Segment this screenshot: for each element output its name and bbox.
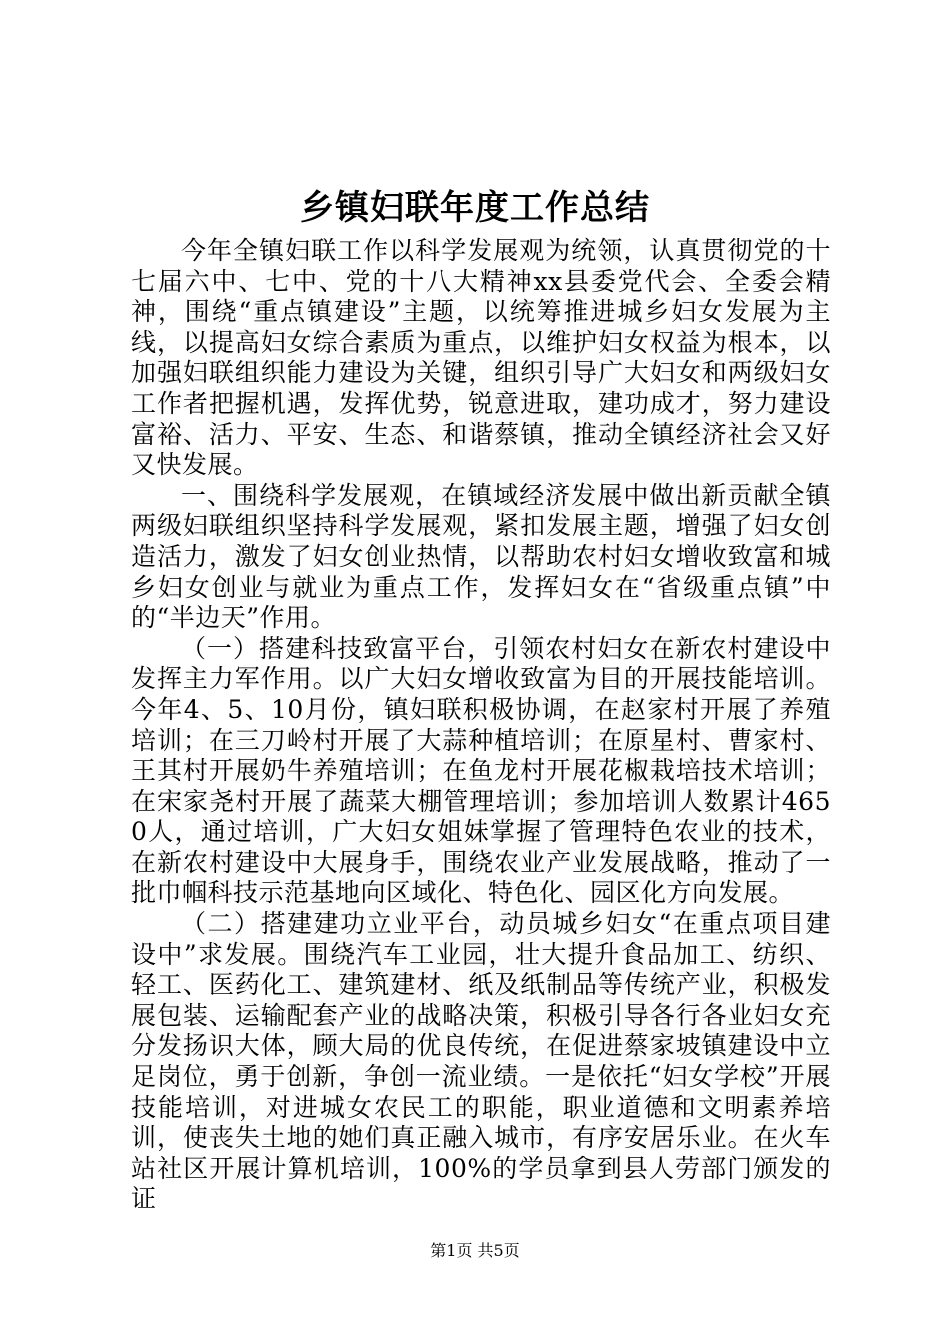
document-title: 乡镇妇联年度工作总结 bbox=[300, 188, 650, 228]
page-footer: 第1页 共5页 bbox=[430, 1241, 520, 1260]
paragraph-subsection-2: （二）搭建建功立业平台，动员城乡妇女“在重点项目建设中”求发展。围绕汽车工业园，壮大提升食品加工、纺织、轻工、医药化工、建筑建材、纸及纸制品等传统产业，积极发展包装、运输配套产业的战略决策，积极引导各行各业妇女充分发扬识大体，顾大局的优良传统，在促进蔡家坡镇建设中立足岗位，勇于创新，争创一流业绩。一是依托“妇女学校”开展技能培训，对进城女农民工的职能，职业道德和文明素养培训，使丧失土地的她们真正融入城市，有序安居乐业。在火车站社区开展计算机培训，100%的学员拿到县人劳部门颁发的证 bbox=[131, 909, 831, 1214]
paragraph-subsection-1: （一）搭建科技致富平台，引领农村妇女在新农村建设中发挥主力军作用。以广大妇女增收致富为目的开展技能培训。今年4、5、10月份，镇妇联积极协调，在赵家村开展了养殖培训；在三刀岭村开展了大蒜种植培训；在原星村、曹家村、王其村开展奶牛养殖培训；在鱼龙村开展花椒栽培技术培训；在宋家尧村开展了蔬菜大棚管理培训；参加培训人数累计4650人，通过培训，广大妇女姐妹掌握了管理特色农业的技术，在新农村建设中大展身手，围绕农业产业发展战略，推动了一批巾帼科技示范基地向区域化、特色化、园区化方向发展。 bbox=[131, 633, 831, 908]
paragraph-intro: 今年全镇妇联工作以科学发展观为统领，认真贯彻党的十七届六中、七中、党的十八大精神xx县委党代会、全委会精神，围绕“重点镇建设”主题，以统筹推进城乡妇女发展为主线，以提高妇女综合素质为重点，以维护妇女权益为根本，以加强妇联组织能力建设为关键，组织引导广大妇女和两级妇女工作者把握机遇，发挥优势，锐意进取，建功成才，努力建设富裕、活力、平安、生态、和谐蔡镇，推动全镇经济社会又好又快发展。 bbox=[131, 236, 831, 480]
paragraph-section-1: 一、围绕科学发展观，在镇域经济发展中做出新贡献全镇两级妇联组织坚持科学发展观，紧扣发展主题，增强了妇女创造活力，激发了妇女创业热情，以帮助农村妇女增收致富和城乡妇女创业与就业为重点工作，发挥妇女在“省级重点镇”中的“半边天”作用。 bbox=[131, 480, 831, 633]
document-body bbox=[131, 236, 831, 1215]
